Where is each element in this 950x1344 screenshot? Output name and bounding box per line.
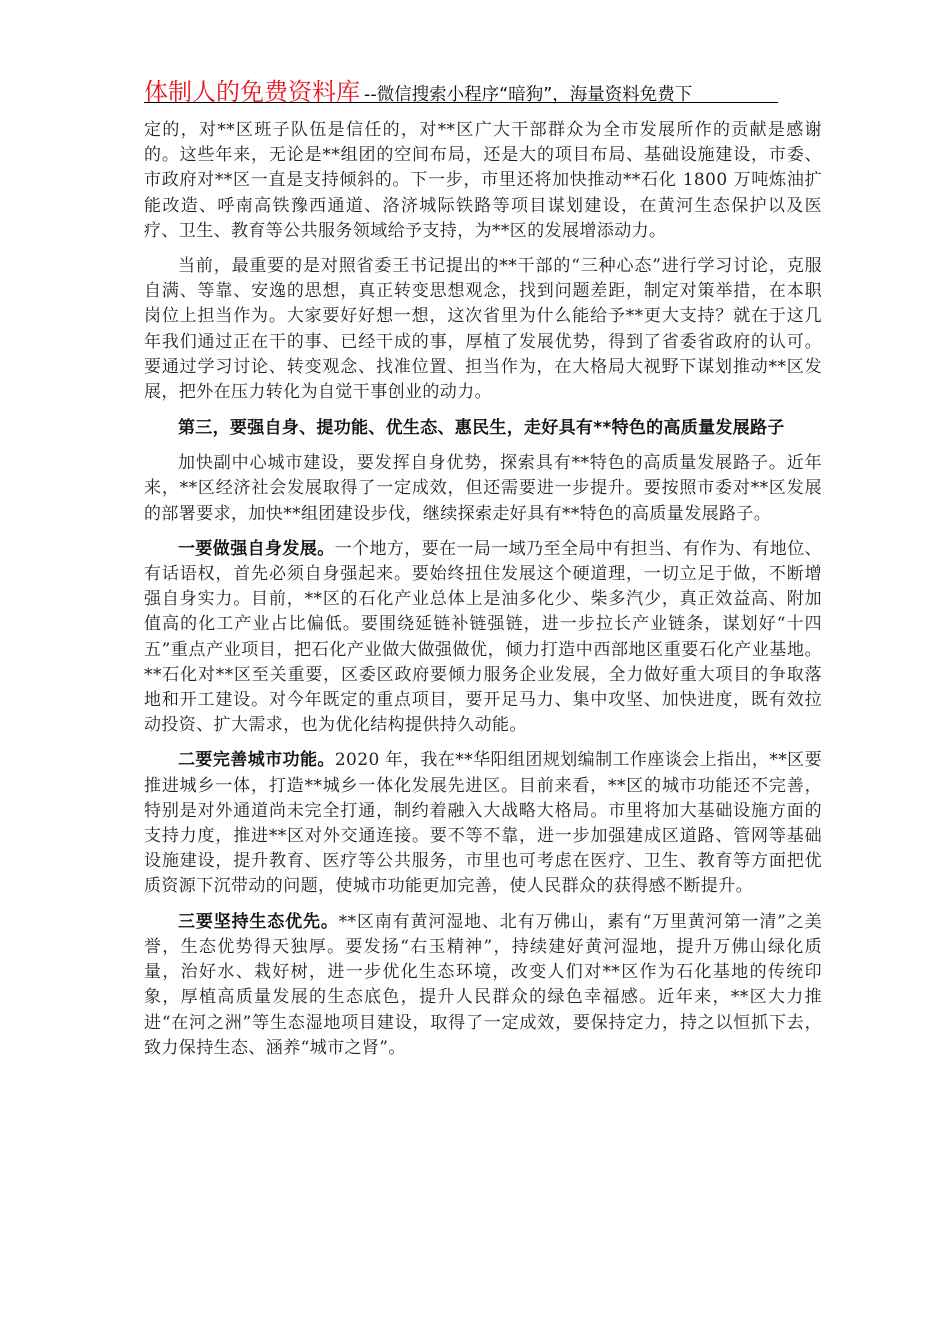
- paragraph-4-lead: 一要做强自身发展。: [178, 538, 335, 559]
- paragraph-4-text: 一个地方，要在一局一域乃至全局中有担当、有作为、有地位、有话语权，首先必须自身强起来。要始终扭住发展这个硬道理，一切立足于做，不断增强自身实力。目前，**区的石化产业总体上是油多化少、柴多汽少，真正效益高、附加值高的化工产业占比偏低。要围绕延链补链强链，进一步拉长产业链条，谋划好“十四五”重点产业项目，把石化产业做大做强做优，倾力打造中西部地区重要石化产业基地。**石化对**区至关重要，区委区政府要倾力服务企业发展，全力做好重大项目的争取落地和开工建设。对今年既定的重点项目，要开足马力、集中攻坚、加快进度，既有效拉动投资、扩大需求，也为优化结构提供持久动能。: [144, 538, 822, 736]
- paragraph-5-lead: 二要完善城市功能。: [178, 750, 335, 771]
- section-heading-3: 第三，要强自身、提功能、优生态、惠民生，走好具有**特色的高质量发展路子: [178, 418, 785, 439]
- paragraph-5: [144, 748, 822, 899]
- page-header: [144, 72, 778, 106]
- paragraph-2: 当前，最重要的是对照省委王书记提出的**干部的“三种心态”进行学习讨论，克服自满、等靠、安逸的思想，真正转变思想观念，找到问题差距，制定对策举措，在本职岗位上担当作为。大家要好好想一想，这次省里为什么能给予**更大支持？就在于这几年我们通过正在干的事、已经干成的事，厚植了发展优势，得到了省委省政府的认可。要通过学习讨论、转变观念、找准位置、担当作为，在大格局大视野下谋划推动**区发展，把外在压力转化为自觉干事创业的动力。: [144, 256, 822, 403]
- paragraph-6-text: **区南有黄河湿地、北有万佛山，素有“万里黄河第一清”之美誉，生态优势得天独厚。要发扬“右玉精神”，持续建好黄河湿地，提升万佛山绿化质量，治好水、栽好树，进一步优化生态环境，改变人们对**区作为石化基地的传统印象，厚植高质量发展的生态底色，提升人民群众的绿色幸福感。近年来，**区大力推进“在河之洲”等生态湿地项目建设，取得了一定成效，要保持定力，持之以恒抓下去，致力保持生态、涵养“城市之肾”。: [144, 911, 822, 1058]
- document-body: [144, 118, 822, 1071]
- paragraph-1: 定的，对**区班子队伍是信任的，对**区广大干部群众为全市发展所作的贡献是感谢的。这些年来，无论是**组团的空间布局，还是大的项目布局、基础设施建设，市委、市政府对**区一直是支持倾斜的。下一步，市里还将加快推动**石化 1800 万吨炼油扩能改造、呼南高铁豫西通道、洛济城际铁路等项目谋划建设，在黄河生态保护以及医疗、卫生、教育等公共服务领域给予支持，为**区的发展增添动力。: [144, 120, 822, 241]
- header-tagline: --微信搜索小程序“暗狗”，海量资料免费下: [364, 85, 693, 105]
- paragraph-6: [144, 910, 822, 1061]
- brand-title: 体制人的免费资料库: [144, 78, 360, 106]
- paragraph-6-lead: 三要坚持生态优先。: [178, 911, 339, 932]
- paragraph-5-text: 2020 年，我在**华阳组团规划编制工作座谈会上指出，**区要推进城乡一体，打造**城乡一体化发展先进区。目前来看，**区的城市功能还不完善，特别是对外通道尚未完全打通，制约着融入大战略大格局。市里将加大基础设施方面的支持力度，推进**区对外交通连接。要不等不靠，进一步加强建成区道路、管网等基础设施建设，提升教育、医疗等公共服务，市里也可考虑在医疗、卫生、教育等方面把优质资源下沉带动的问题，使城市功能更加完善，使人民群众的获得感不断提升。: [144, 750, 822, 897]
- paragraph-3: 加快副中心城市建设，要发挥自身优势，探索具有**特色的高质量发展路子。近年来，**区经济社会发展取得了一定成效，但还需要进一步提升。要按照市委对**区发展的部署要求，加快**组团建设步伐，继续探索走好具有**特色的高质量发展路子。: [144, 453, 822, 524]
- paragraph-4: [144, 537, 822, 739]
